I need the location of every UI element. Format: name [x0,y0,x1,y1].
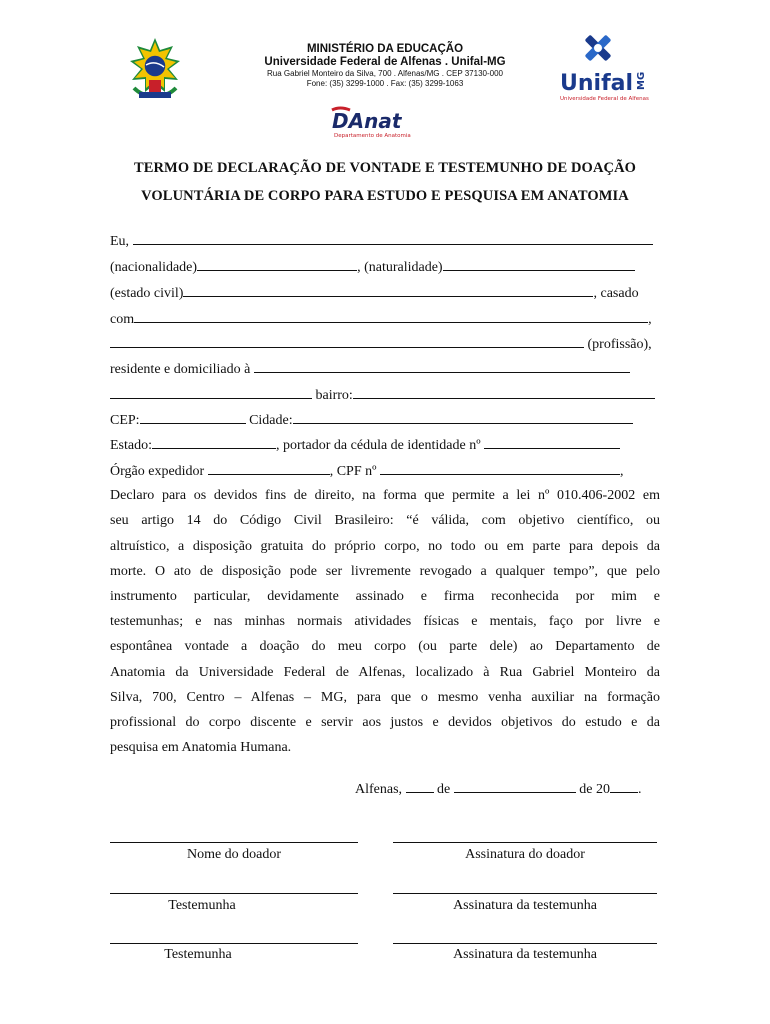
field-nacionalidade[interactable] [197,258,357,271]
declaration-line: Silva, 700, Centro – Alfenas – MG, para que o mesmo venha auxiliar na formação [110,690,660,705]
declaration-line: profissional do corpo discente e servir aos justos e devidos objetivos do estudo e da [110,715,660,730]
field-spouse[interactable] [134,310,648,323]
field-cpf[interactable] [380,462,620,475]
field-estado[interactable] [152,436,276,449]
form-line-nationality [110,258,660,277]
label-witness-1: Testemunha [168,898,236,913]
field-month[interactable] [454,780,576,793]
field-cep[interactable] [140,411,246,424]
field-name[interactable] [133,232,653,245]
declaration-line: instrumento particular, devidamente assinado e firma reconhecida por mim e [110,589,660,604]
label-cep: CEP: [110,413,140,428]
form-line-issuer [110,462,660,481]
field-identidade[interactable] [484,436,620,449]
label-orgao: Órgão expedidor [110,464,205,479]
field-orgao[interactable] [208,462,330,475]
label-estado: Estado: [110,438,152,453]
unifal-logo-text: Unifal [560,71,634,96]
label-com: com [110,312,135,327]
unifal-logo-caption: Universidade Federal de Alfenas [560,96,649,102]
field-naturalidade[interactable] [443,258,635,271]
label-cpf-end: , [619,464,624,479]
ministry-name: MINISTÉRIO DA EDUCAÇÃO [306,43,464,55]
field-profissao[interactable] [110,335,584,348]
signature-line-donor-name[interactable] [110,842,358,843]
label-cidade: Cidade: [245,413,293,428]
date-line [355,780,641,799]
date-de-1: de [433,782,454,797]
field-endereco[interactable] [254,360,630,373]
label-eu: Eu, [110,234,130,249]
signature-line-witness-2-sig[interactable] [393,943,657,944]
declaration-line: morte. O ato de disposição pode ser livremente revogado a qualquer tempo”, que pelo [110,564,660,579]
form-line-civil-status [110,284,660,303]
dnat-logo-text: DAnat [332,109,402,133]
signature-line-witness-1[interactable] [110,893,358,894]
form-line-cep [110,411,660,430]
title-line-2: VOLUNTÁRIA DE CORPO PARA ESTUDO E PESQUISA EM ANATOMIA [141,188,629,204]
dnat-logo [330,106,434,140]
date-de-2: de 20 [575,782,610,797]
university-phone: Fone: (35) 3299-1000 . Fax: (35) 3299-1063 [306,79,464,88]
field-bairro[interactable] [353,386,655,399]
label-estado-civil: (estado civil) [110,286,184,301]
date-end: . [637,782,642,797]
field-endereco-cont[interactable] [110,386,312,399]
label-witness-2-signature: Assinatura da testemunha [453,947,597,962]
label-donor-signature: Assinatura do doador [465,847,585,862]
form-line-neighborhood [110,386,660,405]
label-residente: residente e domiciliado à [110,362,251,377]
unifal-logo-side: MG [636,71,647,90]
label-cpf: , CPF nº [329,464,377,479]
label-portador: , portador da cédula de identidade nº [276,438,481,453]
form-line-profession [110,335,660,354]
brasao-icon [120,36,190,106]
label-com-end: , [648,312,652,327]
form-line-name [110,232,660,251]
label-nacionalidade: (nacionalidade) [110,260,198,275]
field-day[interactable] [406,780,434,793]
signature-line-witness-1-sig[interactable] [393,893,657,894]
declaration-line: testemunhas; e nas minhas normais atividades físicas e mentais, faço por livre e [110,614,660,629]
university-address: Rua Gabriel Monteiro da Silva, 700 . Alfenas/MG . CEP 37130-000 [267,69,503,78]
declaration-line: pesquisa em Anatomia Humana. [110,740,292,755]
declaration-line: espontânea vontade a doação do meu corpo (ou parte dele) ao Departamento de [110,639,660,654]
field-cidade[interactable] [293,411,633,424]
university-name: Universidade Federal de Alfenas . Unifal-MG [264,56,506,68]
label-profissao: (profissão), [584,337,652,352]
signature-line-donor[interactable] [393,842,657,843]
form-line-state [110,436,660,455]
form-line-residence [110,360,660,379]
label-bairro: bairro: [312,388,353,403]
label-witness-2: Testemunha [164,947,232,962]
label-donor-name: Nome do doador [186,847,282,862]
label-witness-1-signature: Assinatura da testemunha [453,898,597,913]
date-city: Alfenas, [355,782,403,797]
field-year[interactable] [610,780,638,793]
signature-line-witness-2[interactable] [110,943,358,944]
field-estado-civil[interactable] [183,284,593,297]
unifal-logo [556,34,656,106]
document-title [80,156,690,208]
label-casado: , casado [593,286,639,301]
label-naturalidade: , (naturalidade) [357,260,443,275]
title-line-1: TERMO DE DECLARAÇÃO DE VONTADE E TESTEMUNHO DE DOAÇÃO [133,160,637,176]
declaration-line: seu artigo 14 do Código Civil Brasileiro: “é válida, com objetivo científico, ou [110,513,660,528]
letterhead [220,43,550,89]
declaration-line: altruístico, a disposição gratuita do próprio corpo, no todo ou em parte para depois da [110,539,660,554]
form-line-spouse [110,310,660,329]
declaration-line: Declaro para os devidos fins de direito, na forma que permite a lei nº 010.406-2002 em [110,488,660,503]
dnat-logo-caption: Departamento de Anatomia [334,133,411,139]
declaration-line: Anatomia da Universidade Federal de Alfenas, localizado à Rua Gabriel Monteiro da [110,665,660,680]
